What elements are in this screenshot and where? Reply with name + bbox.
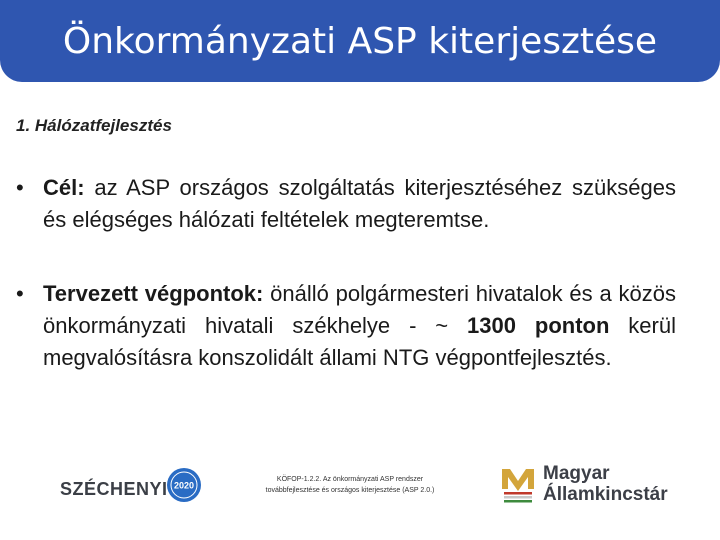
magyar-allamkincstar-logo-text	[543, 463, 668, 505]
slide-title: Önkormányzati ASP kiterjesztése	[62, 21, 658, 62]
bullet-item-goal	[16, 172, 676, 236]
mak-line-2: Államkincstár	[543, 484, 668, 505]
bullet-label-goal: Cél:	[43, 175, 85, 200]
bullet-text-endpoints-end: kerül megvalósításra konszolidált állami NTG végpontfejlesztés.	[43, 313, 676, 370]
footer-project-note	[230, 474, 470, 496]
footer-note-line-1: KÖFOP-1.2.2. Az önkormányzati ASP rendszer	[276, 476, 424, 483]
szechenyi-badge-text: 2020	[173, 480, 195, 491]
footer	[0, 455, 720, 540]
section-heading: 1. Hálózatfejlesztés	[16, 116, 172, 135]
title-bar	[0, 0, 720, 82]
bullet-text-goal: az ASP országos szolgáltatás kiterjesztéséhez szükséges és elégséges hálózati feltételek megteremtse.	[43, 175, 676, 232]
bullet-marker: •	[16, 175, 24, 200]
bullet-emphasis-count: 1300 ponton	[467, 313, 610, 338]
bullet-list	[16, 172, 676, 374]
magyar-allamkincstar-emblem-icon	[498, 463, 538, 503]
bullet-item-endpoints	[16, 278, 676, 374]
szechenyi-logo-text: SZÉCHENYI	[60, 479, 168, 499]
bullet-label-endpoints: Tervezett végpontok:	[43, 281, 264, 306]
mak-line-1: Magyar	[543, 463, 610, 484]
footer-note-line-2: továbbfejlesztése és országos kiterjesztése (ASP 2.0.)	[265, 487, 435, 494]
bullet-marker: •	[16, 281, 24, 306]
bullet-text-endpoints-start: önálló polgármesteri hivatalok és a közös önkormányzati hivatali székhelye - ~	[43, 281, 676, 338]
szechenyi-2020-logo-icon	[166, 467, 202, 503]
